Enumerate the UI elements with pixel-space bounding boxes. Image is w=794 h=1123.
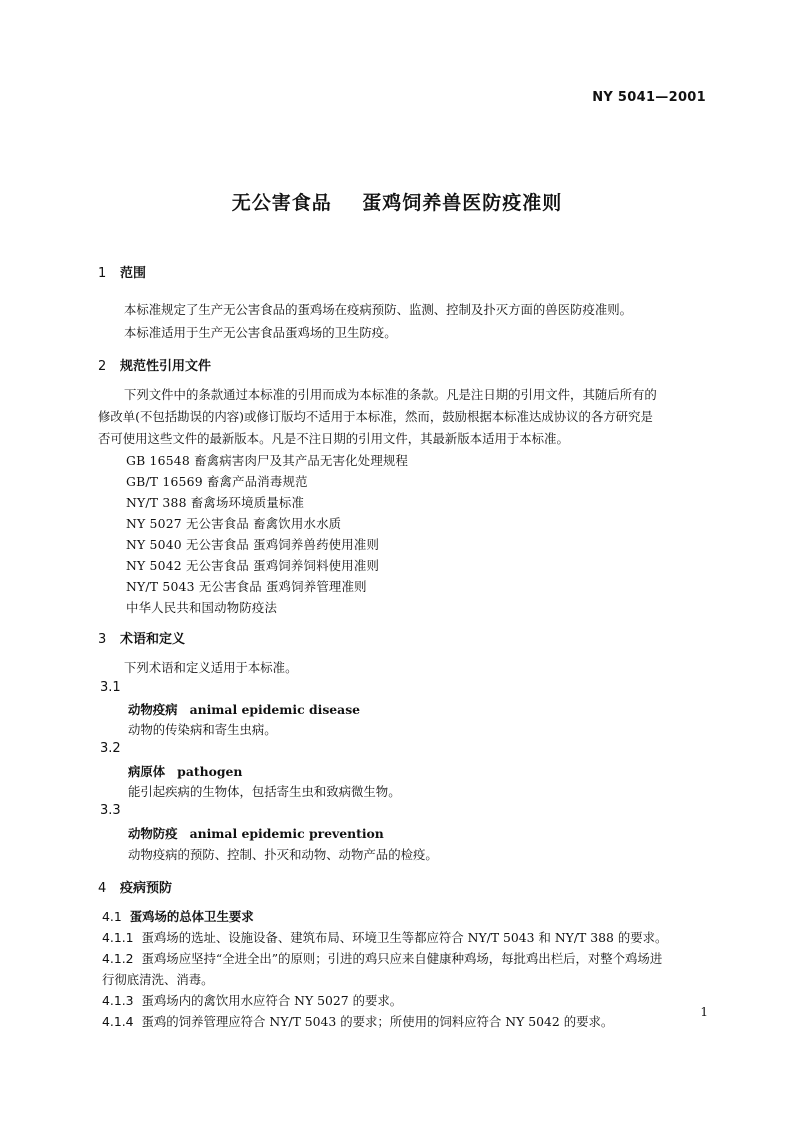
section-number: 2: [98, 359, 107, 374]
clause-number: 4.1.2: [102, 951, 134, 966]
reference-item: 中华人民共和国动物防疫法: [126, 600, 278, 615]
section-title: 规范性引用文件: [120, 359, 212, 374]
document-title: 无公害食品 蛋鸡饲养兽医防疫准则: [231, 192, 563, 214]
reference-item: NY/T 5043 无公害食品 蛋鸡饲养管理准则: [126, 579, 367, 594]
reference-item: NY/T 388 畜禽场环境质量标准: [126, 495, 305, 510]
paragraph: 下列文件中的条款通过本标准的引用而成为本标准的条款。凡是注日期的引用文件，其随后所有的: [124, 387, 657, 402]
paragraph: 下列术语和定义适用于本标准。: [124, 660, 298, 675]
term-heading: [128, 700, 360, 718]
clause-number: 4.1.1: [102, 930, 134, 945]
reference-item: NY 5027 无公害食品 畜禽饮用水水质: [126, 516, 342, 531]
reference-item: NY 5040 无公害食品 蛋鸡饲养兽药使用准则: [126, 537, 380, 552]
clause: [102, 928, 667, 946]
section-title: 术语和定义: [120, 632, 186, 647]
reference-item: GB/T 16569 畜禽产品消毒规范: [126, 474, 308, 489]
term-definition: 动物疫病的预防、控制、扑灭和动物、动物产品的检疫。: [128, 847, 438, 862]
paragraph: 本标准适用于生产无公害食品蛋鸡场的卫生防疫。: [124, 325, 397, 340]
section-number: 3: [98, 632, 107, 647]
section-title: 疫病预防: [120, 881, 173, 896]
term-definition: 动物的传染病和寄生虫病。: [128, 722, 277, 737]
term-zh: 动物防疫: [128, 826, 178, 841]
section-2-heading: [98, 355, 211, 374]
section-number: 1: [98, 266, 107, 281]
section-3-heading: [98, 628, 185, 647]
paragraph: 本标准规定了生产无公害食品的蛋鸡场在疫病预防、监测、控制及扑灭方面的兽医防疫准则。: [124, 302, 633, 317]
clause-text: 蛋鸡场内的禽饮用水应符合 NY 5027 的要求。: [141, 993, 403, 1008]
clause-number: 4.1.3: [102, 993, 134, 1008]
paragraph: 否可使用这些文件的最新版本。凡是不注日期的引用文件，其最新版本适用于本标准。: [98, 431, 569, 446]
section-number: 4: [98, 881, 107, 896]
term-heading: [128, 824, 384, 842]
section-title: 范围: [120, 266, 147, 281]
term-zh: 动物疫病: [128, 702, 178, 717]
term-number: 3.2: [100, 741, 121, 756]
subsection-title: 蛋鸡场的总体卫生要求: [129, 909, 254, 924]
section-1-heading: [98, 262, 146, 281]
clause: [102, 991, 402, 1009]
term-en: animal epidemic prevention: [189, 826, 384, 841]
clause-text: 蛋鸡场的选址、设施设备、建筑布局、环境卫生等都应符合 NY/T 5043 和 NY/T 388 的要求。: [141, 930, 668, 945]
reference-item: NY 5042 无公害食品 蛋鸡饲养饲料使用准则: [126, 558, 380, 573]
term-number: 3.3: [100, 803, 121, 818]
subsection-number: 4.1: [102, 909, 122, 924]
clause-number: 4.1.4: [102, 1014, 134, 1029]
clause-text: 蛋鸡的饲养管理应符合 NY/T 5043 的要求；所使用的饲料应符合 NY 5042 的要求。: [141, 1014, 614, 1029]
clause: [102, 1012, 613, 1030]
reference-item: GB 16548 畜禽病害肉尸及其产品无害化处理规程: [126, 453, 409, 468]
term-definition: 能引起疾病的生物体，包括寄生虫和致病微生物。: [128, 784, 401, 799]
term-en: pathogen: [177, 764, 243, 779]
paragraph: 修改单(不包括勘误的内容)或修订版均不适用于本标准，然而，鼓励根据本标准达成协议的各方研究是: [98, 409, 653, 424]
clause-text: 蛋鸡场应坚持“全进全出”的原则；引进的鸡只应来自健康种鸡场，每批鸡出栏后，对整个鸡场进: [141, 951, 663, 966]
standard-code: NY 5041—2001: [592, 90, 706, 105]
term-number: 3.1: [100, 680, 121, 695]
subsection-heading: [102, 907, 254, 925]
term-en: animal epidemic disease: [189, 702, 361, 717]
clause: [102, 949, 662, 967]
term-zh: 病原体: [128, 764, 166, 779]
clause-continuation: 行彻底清洗、消毒。: [102, 972, 214, 987]
section-4-heading: [98, 877, 172, 896]
page-number: 1: [700, 1005, 708, 1019]
term-heading: [128, 762, 242, 780]
